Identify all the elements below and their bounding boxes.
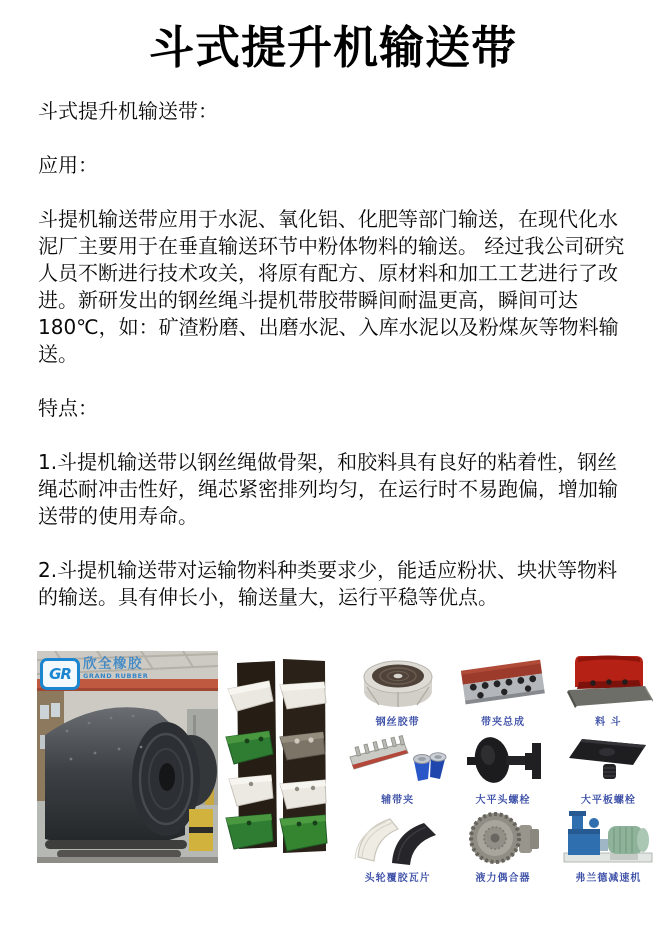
flat-head-bolt-icon [455,731,551,787]
hopper-icon [562,653,654,709]
buckets-photo-art [225,657,335,855]
product-label: 钢丝胶带 [375,717,420,729]
product-label: 大平板螺栓 [580,795,636,807]
gr-logo-icon: GR [40,658,80,690]
product-media-row [37,651,666,884]
feature-item-1: 1.斗提机输送带以钢丝绳做骨架，和胶料具有良好的粘着性，钢丝绳芯耐冲击性好，绳芯紧密排列均匀，在运行时不易跑偏，增加输送带的使用寿命。 [38,450,618,529]
logo-name-en: GRAND RUBBER [83,671,149,680]
wrapped-belt-roll-icon [355,653,441,709]
factory-belt-roll-photo [37,651,218,863]
product-label: 弗兰德减速机 [575,873,642,885]
product-belt-clamp-assembly [450,653,555,728]
product-label: 带夹总成 [480,717,525,729]
product-label: 头轮覆胶瓦片 [364,873,431,885]
product-steel-wire-belt [345,653,450,728]
page-title: 斗式提升机输送带 [148,21,517,74]
product-auxiliary-belt-clamp [345,731,450,806]
product-label: 大平头螺栓 [475,795,531,807]
product-label: 液力偶合器 [475,873,531,885]
application-paragraph: 斗提机输送带应用于水泥、氧化铝、化肥等部门输送，在现代化水泥厂主要用于在垂直输送环节中粉体物料的输送。 经过我公司研究人员不断进行技术攻关，将原有配方、原材料和加工工艺进行了改进。新研发出的钢丝绳斗提机带胶带瞬间耐温更高，瞬间可达180℃，如：矿渣粉磨、出磨水泥、入库水泥以及粉煤灰等物料输送。 [38,207,625,367]
accessories-grid [345,653,661,884]
elevator-buckets-photo [225,657,335,855]
product-flat-plate-bolt [556,731,661,806]
article-body [38,98,629,611]
product-head-pulley-rubber-tile [345,809,450,884]
product-flat-head-bolt [450,731,555,806]
product-hopper [556,653,661,728]
product-label: 辅带夹 [381,795,415,807]
features-heading: 特点： [38,396,98,421]
grand-rubber-logo [40,658,148,690]
auxiliary-belt-clamp-icon [348,731,448,787]
product-flender-reducer [556,809,661,884]
fluid-coupling-icon [455,809,551,865]
flender-reducer-icon [558,809,658,865]
feature-item-2: 2.斗提机输送带对运输物料种类要求少，能适应粉状、块状等物料的输送。具有伸长小，输送量大，运行平稳等优点。 [38,558,618,610]
intro-line: 斗式提升机输送带： [38,99,218,124]
logo-text [83,658,148,679]
application-heading: 应用： [38,153,98,178]
logo-name-cn: 欣全橡胶 [83,656,143,673]
product-fluid-coupling [450,809,555,884]
belt-clamp-assembly-icon [455,653,551,709]
product-label: 料 斗 [595,717,622,729]
head-pulley-rubber-tile-icon [350,809,446,865]
flat-plate-bolt-icon [560,731,656,787]
